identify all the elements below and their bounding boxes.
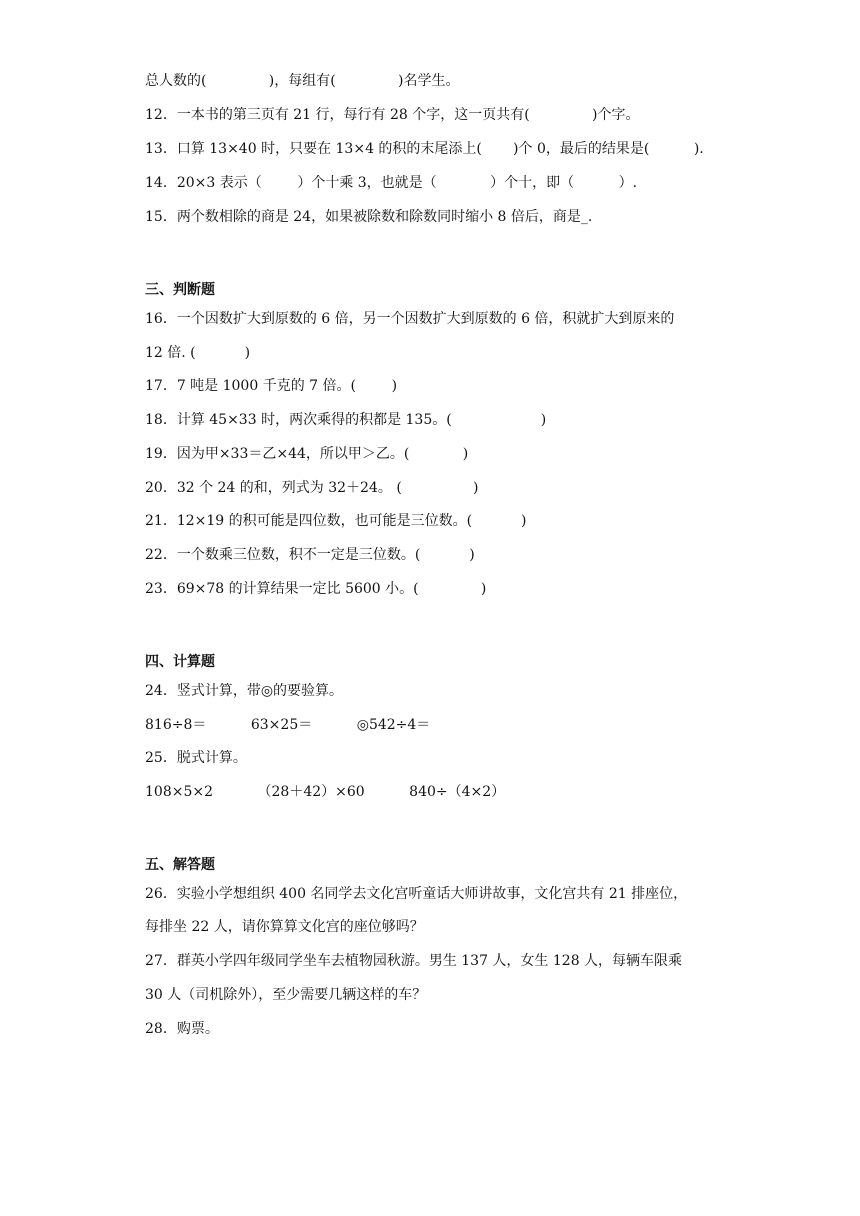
question-17: 17．7 吨是 1000 千克的 7 倍。( ) <box>145 378 398 394</box>
question-18: 18．计算 45×33 时，两次乘得的积都是 135。( ) <box>145 412 547 428</box>
question-20: 20．32 个 24 的和，列式为 32＋24。 ( ) <box>145 480 479 496</box>
question-19: 19．因为甲×33＝乙×44，所以甲＞乙。( ) <box>145 446 469 462</box>
question-25-items: 108×5×2 （28＋42）×60 840÷（4×2） <box>145 784 506 800</box>
question-26-line-2: 每排坐 22 人，请你算算文化宫的座位够吗？ <box>145 919 424 935</box>
question-15: 15．两个数相除的商是 24，如果被除数和除数同时缩小 8 倍后，商是_. <box>145 209 593 225</box>
question-26-line-1: 26．实验小学想组织 400 名同学去文化宫听童话大师讲故事，文化宫共有 21 排座位， <box>145 886 688 902</box>
section-heading-judge: 三、判断题 <box>145 282 215 298</box>
question-11-continuation: 总人数的( )，每组有( )名学生。 <box>145 73 460 89</box>
question-16-line-2: 12 倍. ( ) <box>145 345 251 361</box>
question-24-items: 816÷8＝ 63×25＝ ◎542÷4＝ <box>145 717 431 733</box>
question-21: 21．12×19 的积可能是四位数，也可能是三位数。( ) <box>145 513 527 529</box>
question-14: 14．20×3 表示（ ）个十乘 3，也就是（ ）个十，即（ ）. <box>145 175 638 191</box>
section-heading-calc: 四、计算题 <box>145 654 215 670</box>
question-16-line-1: 16．一个因数扩大到原数的 6 倍，另一个因数扩大到原数的 6 倍，积就扩大到原来的 <box>145 311 675 327</box>
question-22: 22．一个数乘三位数，积不一定是三位数。( ) <box>145 547 475 563</box>
question-28: 28．购票。 <box>145 1021 219 1037</box>
question-12: 12．一本书的第三页有 21 行，每行有 28 个字，这一页共有( )个字。 <box>145 107 640 123</box>
question-13: 13．口算 13×40 时，只要在 13×4 的积的末尾添上( )个 0，最后的结果是( ). <box>145 141 704 157</box>
question-25: 25．脱式计算。 <box>145 750 247 766</box>
section-heading-answer: 五、解答题 <box>145 857 215 873</box>
question-27-line-1: 27．群英小学四年级同学坐车去植物园秋游。男生 137 人，女生 128 人，每辆车限乘 <box>145 953 683 969</box>
question-23: 23．69×78 的计算结果一定比 5600 小。( ) <box>145 581 487 597</box>
question-24: 24．竖式计算，带◎的要验算。 <box>145 683 344 699</box>
question-27-line-2: 30 人（司机除外），至少需要几辆这样的车？ <box>145 987 427 1003</box>
